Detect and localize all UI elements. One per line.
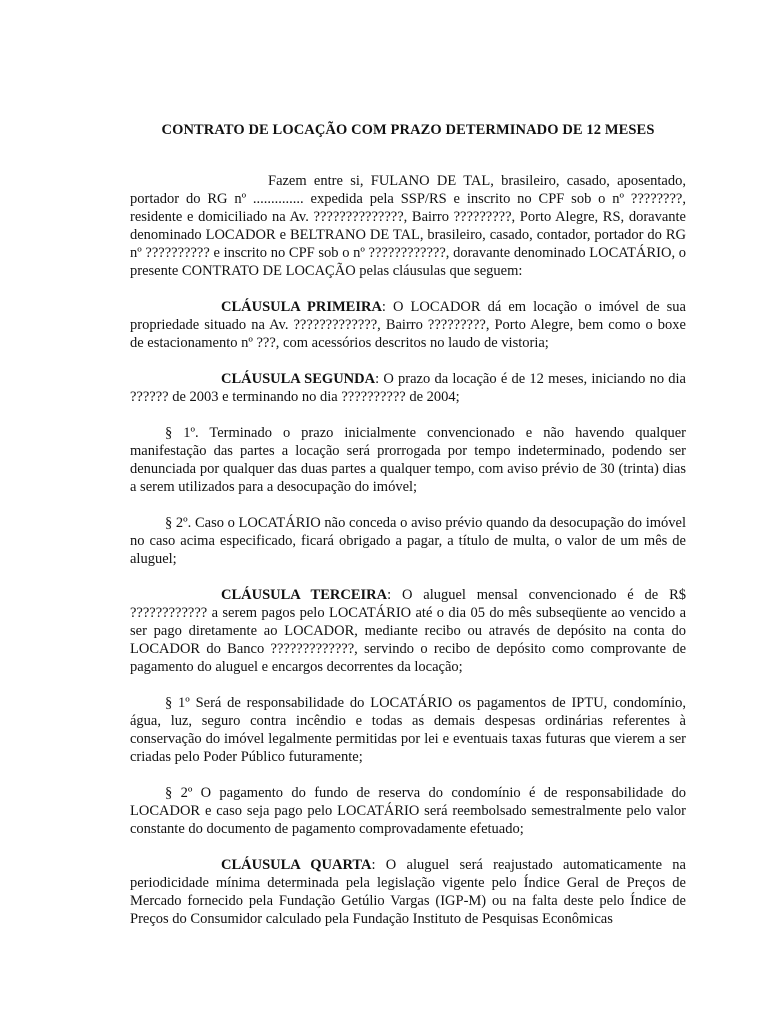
clause-4-label: CLÁUSULA QUARTA	[221, 857, 372, 873]
intro-paragraph: Fazem entre si, FULANO DE TAL, brasileiro, casado, aposentado, portador do RG nº .............. expedida pela SSP/RS e inscrito no CPF sob o nº ????????, residente e domiciliado na Av. ??????????????, Bairro ?????????, Porto Alegre, RS, doravante denominado LOCADOR e BELTRANO DE TAL, brasileiro, casado, contador, portador do RG nº ?????????? e inscrito no CPF sob o nº ????????????, doravante denominado LOCATÁRIO, o presente CONTRATO DE LOCAÇÃO pelas cláusulas que seguem:	[130, 173, 686, 279]
clause-2-label: CLÁUSULA SEGUNDA	[221, 371, 376, 387]
clause-2-paragraph-2: § 2º. Caso o LOCATÁRIO não conceda o aviso prévio quando da desocupação do imóvel no caso acima especificado, ficará obrigado a pagar, a título de multa, o valor de um mês de aluguel;	[130, 515, 686, 567]
clause-3-paragraph-2: § 2º O pagamento do fundo de reserva do condomínio é de responsabilidade do LOCADOR e caso seja pago pelo LOCATÁRIO será reembolsado semestralmente pelo valor constante do documento de pagamento comprovadamente efetuado;	[130, 785, 686, 837]
clause-4-text: : O aluguel será reajustado automaticamente na periodicidade mínima determinada pela legislação vigente pelo Índice Geral de Preços de Mercado fornecido pela Fundação Getúlio Vargas (IGP-M) ou na falta deste pelo Índice de Preços do Consumidor calculado pela Fundação Instituto de Pesquisas Econômicas	[130, 857, 686, 927]
document-title: CONTRATO DE LOCAÇÃO COM PRAZO DETERMINADO DE 12 MESES	[161, 122, 655, 138]
clause-2-paragraph-1: § 1º. Terminado o prazo inicialmente convencionado e não havendo qualquer manifestação das partes a locação será prorrogada por tempo indeterminado, podendo ser denunciada por qualquer das duas partes a qualquer tempo, com aviso prévio de 30 (trinta) dias a serem utilizados para a desocupação do imóvel;	[130, 425, 686, 495]
clause-4-paragraph	[130, 856, 686, 928]
clause-2-text: : O prazo da locação é de 12 meses, iniciando no dia ?????? de 2003 e terminando no dia ?????????? de 2004;	[130, 371, 686, 405]
clause-1-paragraph	[130, 298, 686, 352]
clause-3-text: : O aluguel mensal convencionado é de R$ ???????????? a serem pagos pelo LOCATÁRIO até o dia 05 do mês subseqüente ao vencido a ser pago diretamente ao LOCADOR, mediante recibo ou através de depósito na conta do LOCADOR do Banco ?????????????, servindo o recibo de depósito como comprovante de pagamento do aluguel e encargos decorrentes da locação;	[130, 587, 686, 675]
clause-2-paragraph	[130, 370, 686, 406]
clause-1-label: CLÁUSULA PRIMEIRA	[221, 299, 382, 315]
clause-3-paragraph	[130, 586, 686, 676]
clause-3-label: CLÁUSULA TERCEIRA	[221, 587, 388, 603]
document-body	[130, 120, 686, 946]
clause-1-text: : O LOCADOR dá em locação o imóvel de sua propriedade situado na Av. ?????????????, Bairro ?????????, Porto Alegre, bem como o boxe de estacionamento nº ???, com acessórios descritos no laudo de vistoria;	[130, 299, 686, 351]
clause-3-paragraph-1: § 1º Será de responsabilidade do LOCATÁRIO os pagamentos de IPTU, condomínio, água, luz, seguro contra incêndio e todas as demais despesas ordinárias referentes à conservação do imóvel legalmente permitidas por lei e eventuais taxas futuras que vierem a ser criadas pelo Poder Público futuramente;	[130, 695, 686, 765]
